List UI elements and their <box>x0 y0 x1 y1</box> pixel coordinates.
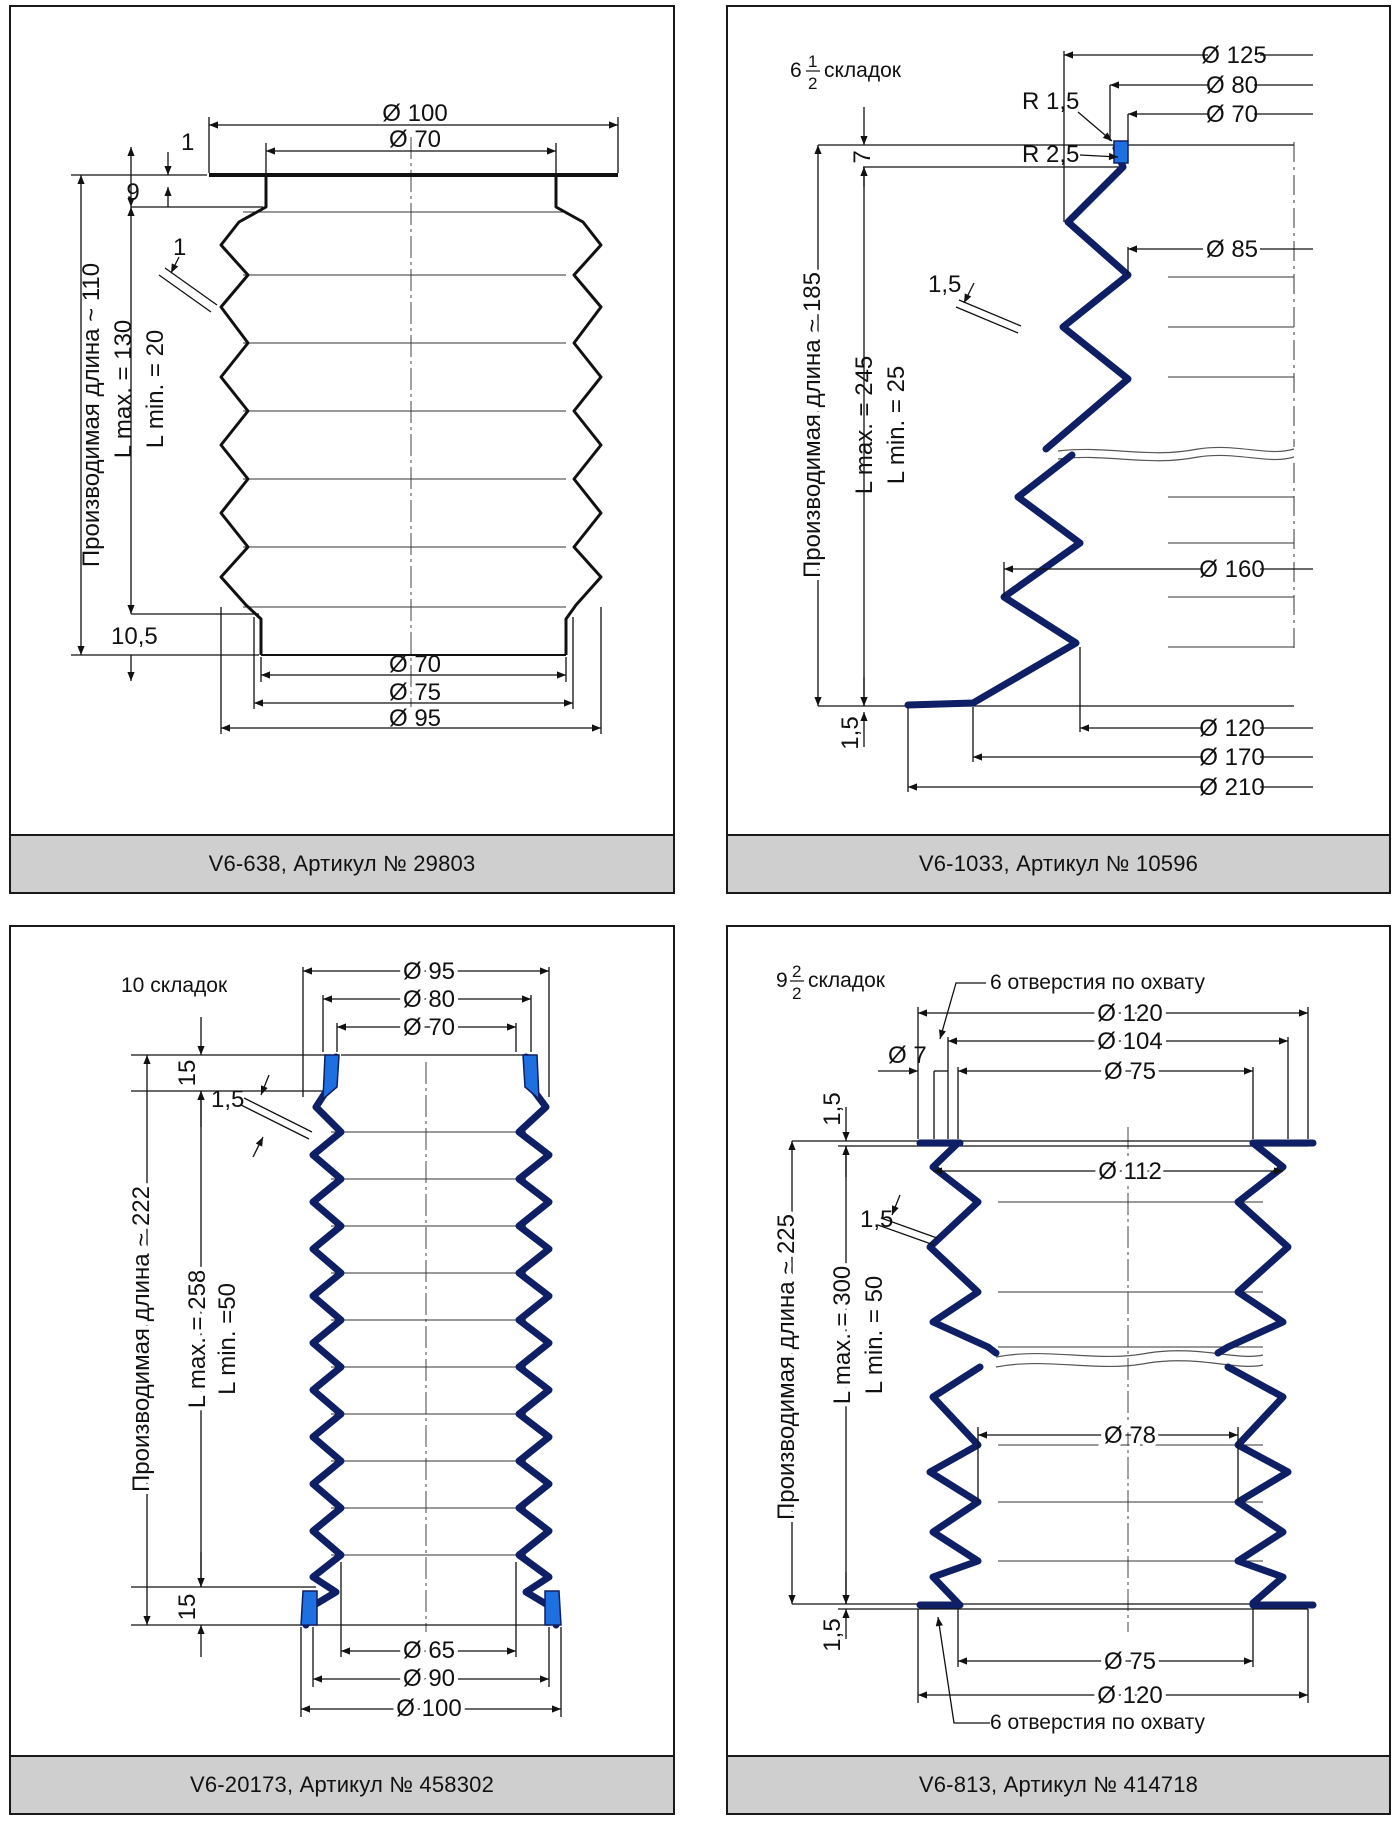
drawing-panel-v6-638 <box>9 5 675 894</box>
length-max: L max. = 130 <box>110 319 137 459</box>
folds-denominator: 2 <box>808 74 818 93</box>
dim-d95: Ø 95 <box>402 958 456 985</box>
dim-thickness-1-5: 1,5 <box>837 716 864 750</box>
top-right-flange <box>523 1055 539 1099</box>
dim-d100: Ø 100 <box>382 100 448 127</box>
dim-d120: Ø 120 <box>1199 715 1265 742</box>
bellows-left-profile <box>306 1057 341 1625</box>
bellows-profile <box>1046 148 1128 449</box>
dim-d65: Ø 65 <box>402 1637 456 1664</box>
dim-d70-top: Ø 70 <box>388 126 442 153</box>
fold-lines <box>331 1132 526 1555</box>
dim-d7: Ø 7 <box>888 1042 927 1069</box>
production-length: Производимая длина ~ 222 <box>128 1186 155 1492</box>
dim-d120-bottom: Ø 120 <box>1097 1682 1163 1709</box>
bellows-right-profile <box>519 1057 556 1625</box>
dim-d125: Ø 125 <box>1201 42 1267 69</box>
dim-d170: Ø 170 <box>1199 744 1265 771</box>
dim-radius-2-5: R 2,5 <box>1022 141 1080 168</box>
length-min: L min. =50 <box>214 1283 241 1395</box>
folds-numerator: 1 <box>808 52 818 71</box>
dim-d80: Ø 80 <box>1205 72 1259 99</box>
dim-wall-thickness: 1,5 <box>928 271 962 298</box>
production-length: Производимая длина ~ 225 <box>773 1214 800 1520</box>
folds-denominator: 2 <box>792 984 802 1003</box>
panel-caption: V6-20173, Артикул № 458302 <box>11 1755 673 1813</box>
dim-height-7: 7 <box>849 150 876 164</box>
bellows-drawing-v6-20173 <box>11 927 673 1759</box>
bellows-drawing-v6-638 <box>11 7 673 837</box>
panel-caption: V6-813, Артикул № 414718 <box>728 1755 1389 1813</box>
dim-d85: Ø 85 <box>1205 236 1259 263</box>
dim-height-9: 9 <box>126 179 140 206</box>
dim-thickness-1: 1 <box>181 129 195 156</box>
production-length: Производимая длина ~ 185 <box>799 272 826 578</box>
folds-whole: 9 <box>776 969 788 992</box>
bottom-left-flange <box>301 1591 317 1625</box>
dim-d75-bottom: Ø 75 <box>1103 1648 1157 1675</box>
dim-d90: Ø 90 <box>402 1665 456 1692</box>
folds-label: складок <box>824 59 901 82</box>
panel-caption: V6-1033, Артикул № 10596 <box>728 834 1389 892</box>
length-max: L max. = 258 <box>184 1269 211 1409</box>
bottom-right-flange <box>545 1591 561 1625</box>
drawing-panel-v6-20173 <box>9 925 675 1815</box>
dim-flange-1-5-top: 1,5 <box>819 1092 846 1126</box>
top-flange <box>1114 141 1128 163</box>
dim-d112: Ø 112 <box>1098 1158 1162 1185</box>
dim-wall-thickness: 1 <box>173 234 187 261</box>
bellows-left-profile <box>221 175 266 655</box>
dim-d210: Ø 210 <box>1199 774 1265 801</box>
top-left-flange <box>323 1055 339 1099</box>
holes-note-top: 6 отверстия по охвату <box>990 971 1206 994</box>
bellows-drawing-v6-813 <box>728 927 1389 1759</box>
fold-lines <box>1168 277 1294 647</box>
fold-lines <box>998 1202 1263 1561</box>
length-min: L min. = 50 <box>861 1275 888 1395</box>
fold-lines <box>243 212 566 607</box>
folds-numerator: 2 <box>792 962 802 981</box>
folds-label: складок <box>808 969 885 992</box>
bellows-right-profile <box>1218 1143 1288 1353</box>
dim-d160: Ø 160 <box>1199 556 1265 583</box>
dim-d104: Ø 104 <box>1097 1028 1163 1055</box>
length-max: L max. = 300 <box>829 1265 856 1405</box>
bellows-left-profile <box>930 1143 996 1353</box>
dim-wall-thickness: 1,5 <box>860 1206 894 1233</box>
dim-d100: Ø 100 <box>396 1695 462 1722</box>
length-min: L min. = 25 <box>883 365 910 485</box>
panel-caption: V6-638, Артикул № 29803 <box>11 834 673 892</box>
dim-d95: Ø 95 <box>388 705 442 732</box>
dim-wall-thickness: 1,5 <box>211 1086 245 1113</box>
bellows-drawing-v6-1033 <box>728 7 1389 837</box>
bellows-right-profile <box>556 175 601 655</box>
dim-d120-top: Ø 120 <box>1097 1000 1163 1027</box>
dim-d75: Ø 75 <box>388 679 442 706</box>
production-length: Производимая длина ~ 110 <box>78 262 105 568</box>
dim-top-band-15: 15 <box>174 1059 201 1087</box>
folds-whole: 6 <box>790 59 802 82</box>
drawing-panel-v6-1033 <box>726 5 1391 894</box>
dim-d80: Ø 80 <box>402 986 456 1013</box>
length-max: L max. = 245 <box>851 355 878 495</box>
dim-d70: Ø 70 <box>1205 101 1259 128</box>
dim-flange-1-5-bottom: 1,5 <box>819 1618 846 1652</box>
dim-height-10-5: 10,5 <box>111 623 158 650</box>
folds-label: 10 складок <box>121 974 228 997</box>
dim-radius-1-5: R 1,5 <box>1022 88 1080 115</box>
drawing-panel-v6-813 <box>726 925 1391 1815</box>
dim-bottom-band-15: 15 <box>174 1593 201 1621</box>
dim-d75-top: Ø 75 <box>1103 1058 1157 1085</box>
dim-d70: Ø 70 <box>402 1014 456 1041</box>
dim-d78: Ø 78 <box>1103 1422 1157 1449</box>
dim-d70-bottom: Ø 70 <box>388 651 442 678</box>
holes-note-bottom: 6 отверстия по охвату <box>990 1711 1206 1734</box>
length-min: L min. = 20 <box>142 329 169 449</box>
